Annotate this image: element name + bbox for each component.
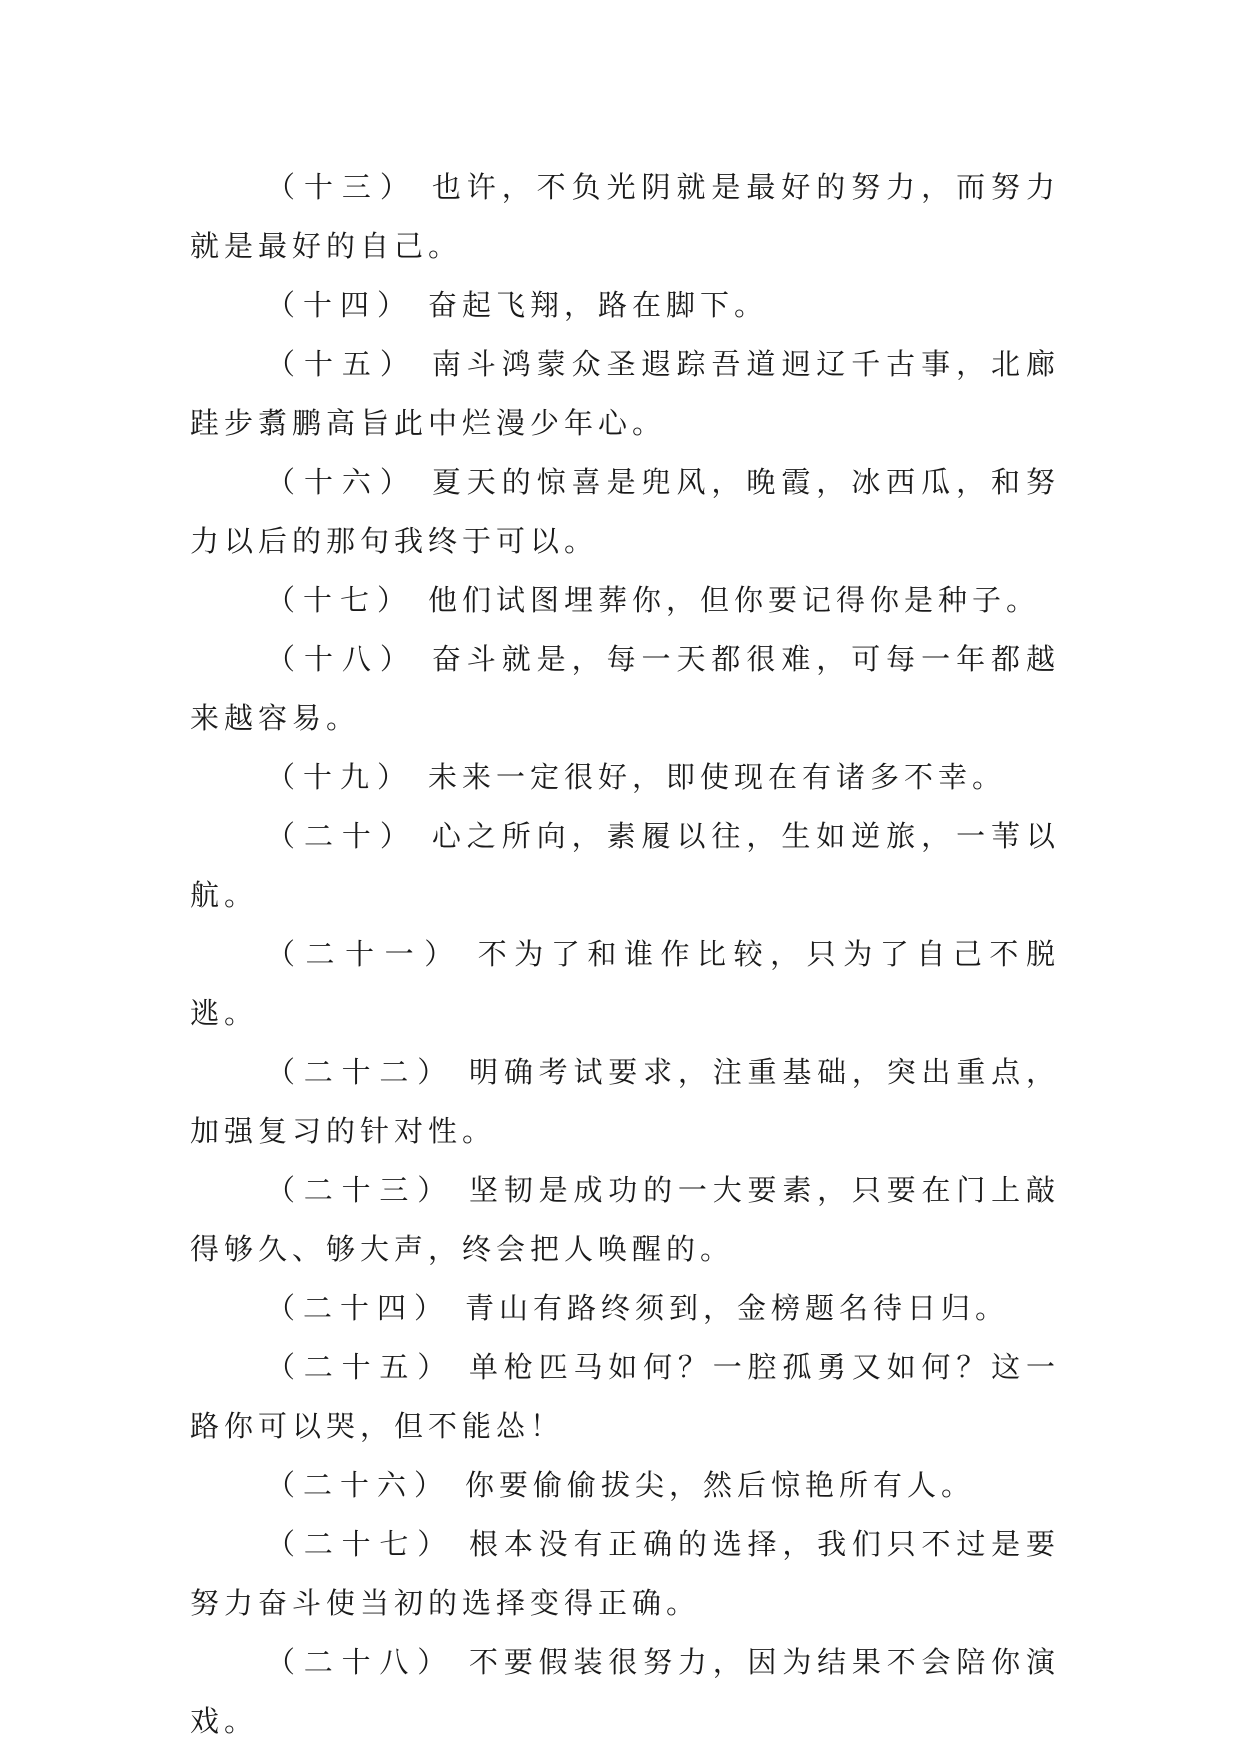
quote-text: 也许，不负光阴就是最好的努力，而努力就是最好的自己。: [190, 170, 1060, 263]
quote-number: （二十一）: [266, 937, 464, 971]
quote-text: 明确考试要求，注重基础，突出重点，加强复习的针对性。: [190, 1055, 1060, 1148]
quote-item: [190, 1633, 1060, 1751]
quote-text: 不要假装很努力，因为结果不会陪你演戏。: [190, 1645, 1060, 1738]
quote-number: （十五）: [266, 347, 418, 381]
quote-text: 南斗鸿蒙众圣遐踪吾道迥辽千古事，北廊跬步翥鹏高旨此中烂漫少年心。: [190, 347, 1060, 440]
quote-item: [190, 807, 1060, 925]
quote-item: [190, 158, 1060, 276]
quote-number: （二十）: [266, 819, 418, 853]
quote-item: [190, 1515, 1060, 1633]
quote-number: （二十七）: [266, 1527, 456, 1561]
quote-item: [190, 453, 1060, 571]
quote-number: （二十三）: [266, 1173, 456, 1207]
quote-number: （十六）: [266, 465, 418, 499]
quote-text: 奋斗就是，每一天都很难，可每一年都越来越容易。: [190, 642, 1060, 735]
quote-text: 奋起飞翔，路在脚下。: [428, 288, 769, 322]
quote-list: [190, 158, 1060, 1751]
quote-item: [190, 335, 1060, 453]
quote-number: （十三）: [266, 170, 418, 204]
quote-item: [190, 630, 1060, 748]
quote-item: [190, 276, 1060, 335]
quote-item: [190, 748, 1060, 807]
quote-text: 他们试图埋葬你，但你要记得你是种子。: [428, 583, 1041, 617]
quote-item: [190, 1279, 1060, 1338]
quote-text: 坚韧是成功的一大要素，只要在门上敲得够久、够大声，终会把人唤醒的。: [190, 1173, 1060, 1266]
quote-text: 青山有路终须到，金榜题名待日归。: [465, 1291, 1010, 1325]
quote-number: （二十五）: [266, 1350, 456, 1384]
quote-item: [190, 571, 1060, 630]
quote-number: （二十四）: [266, 1291, 452, 1325]
quote-text: 夏天的惊喜是兜风，晚霞，冰西瓜，和努力以后的那句我终于可以。: [190, 465, 1060, 558]
quote-number: （十九）: [266, 760, 415, 794]
quote-number: （十八）: [266, 642, 418, 676]
quote-number: （二十八）: [266, 1645, 456, 1679]
quote-number: （十四）: [266, 288, 415, 322]
quote-text: 你要偷偷拔尖，然后惊艳所有人。: [465, 1468, 976, 1502]
quote-item: [190, 1456, 1060, 1515]
quote-item: [190, 1161, 1060, 1279]
quote-text: 不为了和谁作比较，只为了自己不脱逃。: [190, 937, 1060, 1030]
quote-text: 单枪匹马如何？一腔孤勇又如何？这一路你可以哭，但不能怂！: [190, 1350, 1060, 1443]
quote-number: （二十六）: [266, 1468, 452, 1502]
quote-text: 心之所向，素履以往，生如逆旅，一苇以航。: [190, 819, 1060, 912]
quote-text: 未来一定很好，即使现在有诸多不幸。: [428, 760, 1007, 794]
quote-number: （二十二）: [266, 1055, 456, 1089]
quote-number: （十七）: [266, 583, 415, 617]
quote-text: 根本没有正确的选择，我们只不过是要努力奋斗使当初的选择变得正确。: [190, 1527, 1060, 1620]
quote-item: [190, 1338, 1060, 1456]
quote-item: [190, 925, 1060, 1043]
quote-item: [190, 1043, 1060, 1161]
